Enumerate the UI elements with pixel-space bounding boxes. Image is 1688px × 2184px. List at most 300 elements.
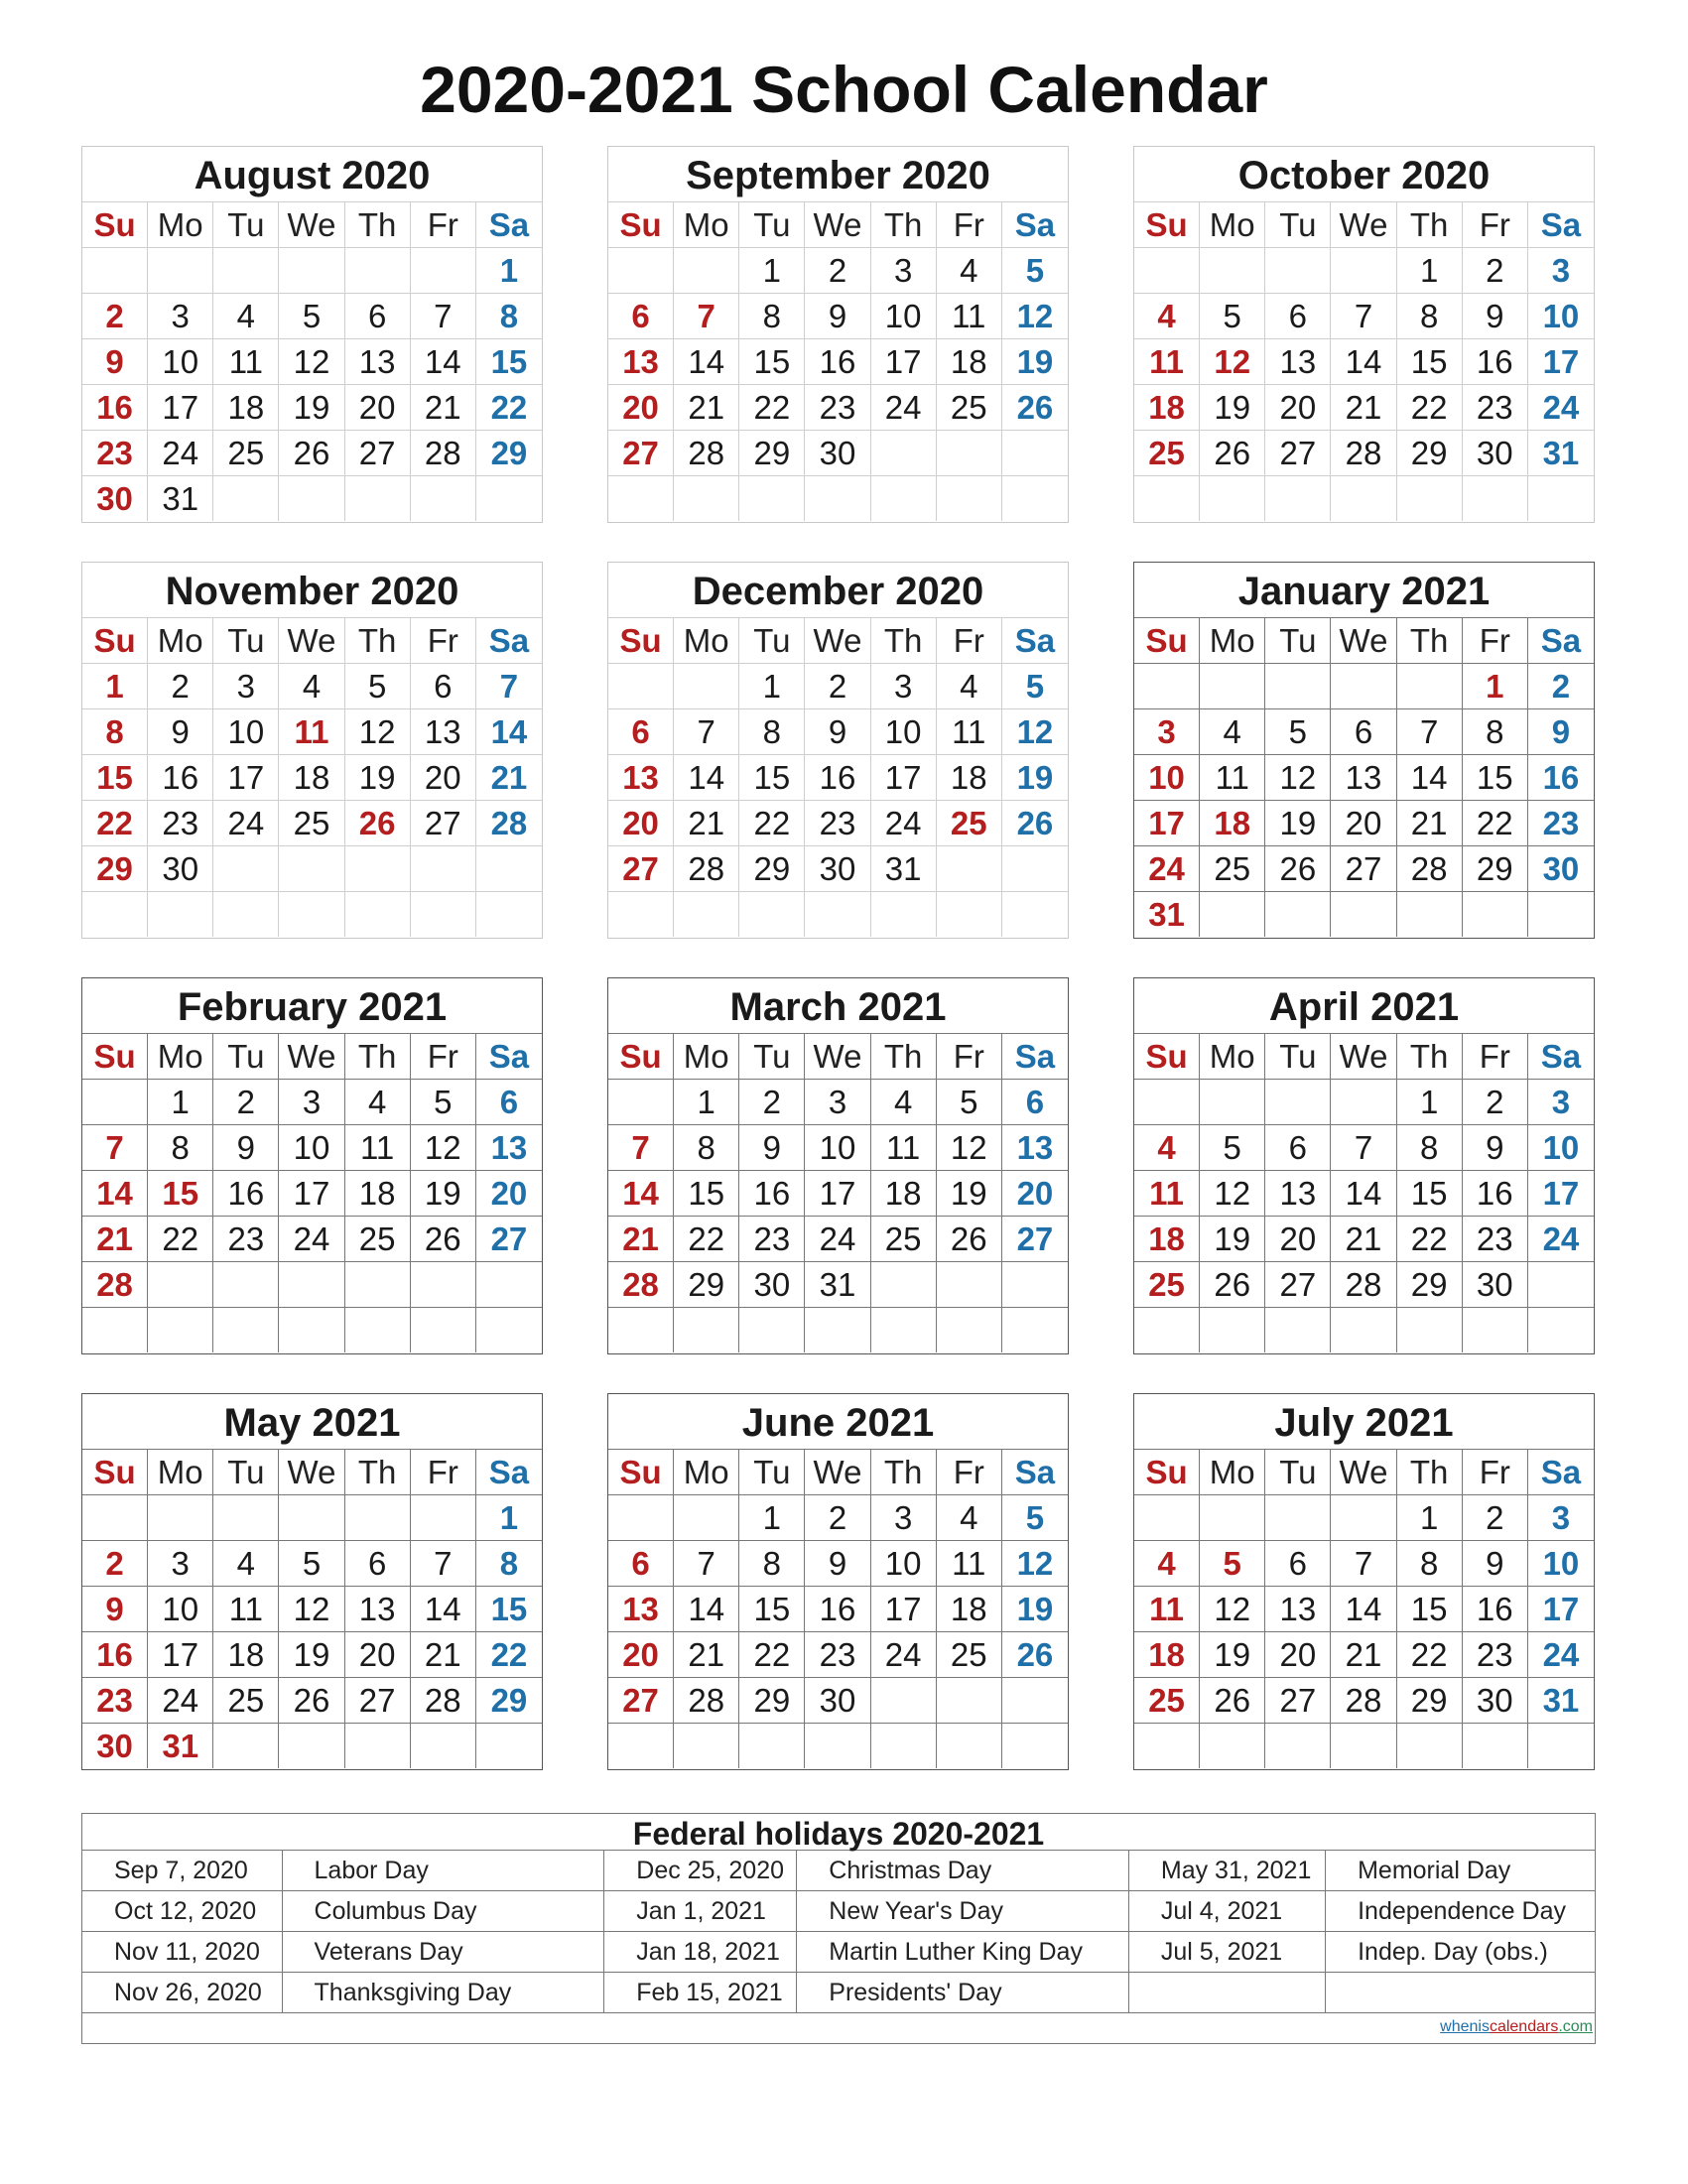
- day-cell: 2: [82, 1540, 148, 1586]
- weekday-header: Sa: [1528, 201, 1594, 247]
- holiday-name: Veterans Day: [282, 1932, 604, 1973]
- day-cell: 5: [1002, 247, 1068, 293]
- weekday-header: Su: [608, 201, 674, 247]
- day-cell: 26: [937, 1216, 1002, 1261]
- day-cell: 27: [345, 430, 411, 475]
- empty-day-cell: [1463, 891, 1528, 937]
- empty-day-cell: [871, 1261, 937, 1307]
- day-cell: 2: [739, 1079, 805, 1124]
- empty-day-cell: [1265, 1494, 1331, 1540]
- weekday-header: Sa: [1528, 1033, 1594, 1079]
- empty-day-cell: [608, 1307, 674, 1352]
- empty-day-cell: [345, 247, 411, 293]
- weekday-header: Tu: [1265, 1449, 1331, 1494]
- day-cell: 29: [739, 430, 805, 475]
- empty-day-cell: [345, 1307, 411, 1352]
- day-cell: 6: [345, 293, 411, 338]
- day-cell: 16: [1463, 338, 1528, 384]
- weekday-header: Tu: [1265, 1033, 1331, 1079]
- day-cell: 11: [1200, 754, 1265, 800]
- weekday-header: Sa: [1528, 617, 1594, 663]
- day-cell: 9: [1463, 1124, 1528, 1170]
- month-grid: [1134, 1033, 1594, 1352]
- day-cell: 29: [1397, 1261, 1463, 1307]
- day-cell: 10: [871, 708, 937, 754]
- empty-day-cell: [1002, 1307, 1068, 1352]
- empty-day-cell: [1134, 1307, 1200, 1352]
- day-cell: 5: [937, 1079, 1002, 1124]
- day-cell: 13: [608, 1586, 674, 1631]
- day-cell: 15: [674, 1170, 739, 1216]
- empty-day-cell: [608, 1079, 674, 1124]
- day-cell: 29: [1397, 1677, 1463, 1723]
- day-cell: 26: [1200, 1261, 1265, 1307]
- day-cell: 8: [1397, 1540, 1463, 1586]
- day-cell: 18: [937, 1586, 1002, 1631]
- day-cell: 19: [279, 384, 344, 430]
- day-cell: 8: [82, 708, 148, 754]
- day-cell: 2: [1463, 247, 1528, 293]
- day-cell: 23: [1463, 1216, 1528, 1261]
- holidays-footer: [82, 2013, 1595, 2039]
- day-cell: 30: [1528, 845, 1594, 891]
- weekday-header: Tu: [739, 201, 805, 247]
- day-cell: 3: [805, 1079, 870, 1124]
- empty-day-cell: [213, 1723, 279, 1768]
- weekday-header: Sa: [1002, 617, 1068, 663]
- empty-day-cell: [1331, 663, 1396, 708]
- day-cell: 6: [1265, 293, 1331, 338]
- day-cell: 26: [1200, 430, 1265, 475]
- day-cell: 16: [805, 754, 870, 800]
- day-cell: 13: [608, 754, 674, 800]
- day-cell: 9: [739, 1124, 805, 1170]
- day-cell: 24: [871, 1631, 937, 1677]
- month-calendar: [607, 977, 1069, 1354]
- day-cell: 6: [1265, 1124, 1331, 1170]
- empty-day-cell: [1528, 891, 1594, 937]
- day-cell: 5: [1200, 293, 1265, 338]
- month-title: January 2021: [1237, 570, 1491, 613]
- empty-day-cell: [1200, 1494, 1265, 1540]
- day-cell: 21: [674, 1631, 739, 1677]
- day-cell: 16: [805, 338, 870, 384]
- day-cell: 18: [213, 1631, 279, 1677]
- day-cell: 25: [213, 1677, 279, 1723]
- day-cell: 13: [345, 338, 411, 384]
- weekday-header: Sa: [1002, 1033, 1068, 1079]
- day-cell: 30: [1463, 1677, 1528, 1723]
- day-cell: 28: [674, 845, 739, 891]
- day-cell: 8: [739, 708, 805, 754]
- day-cell: 23: [739, 1216, 805, 1261]
- empty-day-cell: [1265, 663, 1331, 708]
- day-cell: 26: [279, 430, 344, 475]
- day-cell: 21: [674, 384, 739, 430]
- month-title: April 2021: [1268, 985, 1460, 1029]
- day-cell: 1: [476, 247, 542, 293]
- day-cell: 20: [1265, 384, 1331, 430]
- weekday-header: Fr: [937, 1033, 1002, 1079]
- empty-day-cell: [1002, 430, 1068, 475]
- day-cell: 9: [82, 338, 148, 384]
- month-grid: [608, 617, 1068, 937]
- day-cell: 22: [1397, 384, 1463, 430]
- day-cell: 4: [213, 293, 279, 338]
- day-cell: 30: [82, 475, 148, 521]
- empty-day-cell: [1265, 1079, 1331, 1124]
- day-cell: 15: [1463, 754, 1528, 800]
- empty-day-cell: [674, 247, 739, 293]
- day-cell: 25: [937, 1631, 1002, 1677]
- empty-day-cell: [871, 475, 937, 521]
- day-cell: 26: [1265, 845, 1331, 891]
- day-cell: 21: [608, 1216, 674, 1261]
- day-cell: 19: [345, 754, 411, 800]
- day-cell: 20: [608, 800, 674, 845]
- day-cell: 20: [1002, 1170, 1068, 1216]
- empty-day-cell: [148, 1307, 213, 1352]
- empty-day-cell: [871, 1307, 937, 1352]
- month-calendar: [81, 146, 543, 523]
- day-cell: 15: [476, 338, 542, 384]
- day-cell: 9: [805, 293, 870, 338]
- day-cell: 9: [82, 1586, 148, 1631]
- weekday-header: Su: [1134, 617, 1200, 663]
- holiday-date: May 31, 2021: [1128, 1851, 1325, 1891]
- month-title: May 2021: [223, 1401, 401, 1445]
- weekday-header: Mo: [674, 201, 739, 247]
- weekday-header: We: [1331, 1033, 1396, 1079]
- day-cell: 1: [1397, 1079, 1463, 1124]
- day-cell: 23: [1463, 1631, 1528, 1677]
- holiday-date: Jan 18, 2021: [604, 1932, 797, 1973]
- weekday-header: Su: [82, 1033, 148, 1079]
- day-cell: 22: [739, 384, 805, 430]
- day-cell: 18: [213, 384, 279, 430]
- empty-day-cell: [213, 891, 279, 937]
- day-cell: 7: [674, 293, 739, 338]
- day-cell: 14: [674, 754, 739, 800]
- day-cell: 28: [476, 800, 542, 845]
- empty-day-cell: [476, 891, 542, 937]
- day-cell: 14: [476, 708, 542, 754]
- day-cell: 25: [937, 384, 1002, 430]
- weekday-header: Su: [82, 617, 148, 663]
- empty-day-cell: [1463, 1723, 1528, 1768]
- day-cell: 19: [1002, 754, 1068, 800]
- day-cell: 20: [608, 1631, 674, 1677]
- weekday-header: Mo: [148, 201, 213, 247]
- empty-day-cell: [148, 1494, 213, 1540]
- empty-day-cell: [674, 663, 739, 708]
- day-cell: 6: [1265, 1540, 1331, 1586]
- day-cell: 2: [805, 247, 870, 293]
- day-cell: 28: [674, 430, 739, 475]
- day-cell: 21: [476, 754, 542, 800]
- empty-day-cell: [411, 1261, 476, 1307]
- holiday-date: [1128, 1973, 1325, 2013]
- day-cell: 10: [148, 338, 213, 384]
- empty-day-cell: [82, 891, 148, 937]
- day-cell: 18: [937, 754, 1002, 800]
- day-cell: 22: [1397, 1216, 1463, 1261]
- day-cell: 16: [82, 384, 148, 430]
- federal-holidays-table: [81, 1813, 1596, 2044]
- day-cell: 1: [148, 1079, 213, 1124]
- empty-day-cell: [805, 475, 870, 521]
- day-cell: 8: [476, 1540, 542, 1586]
- day-cell: 28: [1331, 1677, 1396, 1723]
- weekday-header: We: [279, 201, 344, 247]
- empty-day-cell: [82, 1307, 148, 1352]
- weekday-header: Fr: [411, 617, 476, 663]
- day-cell: 3: [871, 247, 937, 293]
- weekday-header: Sa: [476, 1033, 542, 1079]
- day-cell: 10: [871, 1540, 937, 1586]
- day-cell: 11: [279, 708, 344, 754]
- day-cell: 23: [1528, 800, 1594, 845]
- day-cell: 26: [1002, 384, 1068, 430]
- weekday-header: We: [805, 1033, 870, 1079]
- day-cell: 7: [674, 1540, 739, 1586]
- weekday-header: We: [1331, 1449, 1396, 1494]
- empty-day-cell: [1134, 475, 1200, 521]
- empty-day-cell: [411, 891, 476, 937]
- day-cell: 30: [82, 1723, 148, 1768]
- empty-day-cell: [148, 891, 213, 937]
- day-cell: 9: [148, 708, 213, 754]
- day-cell: 7: [1397, 708, 1463, 754]
- day-cell: 29: [674, 1261, 739, 1307]
- month-title: March 2021: [729, 985, 947, 1029]
- day-cell: 12: [1200, 1170, 1265, 1216]
- day-cell: 16: [1463, 1170, 1528, 1216]
- day-cell: 18: [1200, 800, 1265, 845]
- day-cell: 21: [1397, 800, 1463, 845]
- day-cell: 28: [411, 1677, 476, 1723]
- weekday-header: Mo: [674, 1449, 739, 1494]
- day-cell: 4: [1134, 293, 1200, 338]
- empty-day-cell: [608, 1494, 674, 1540]
- empty-day-cell: [1463, 1307, 1528, 1352]
- empty-day-cell: [871, 1677, 937, 1723]
- empty-day-cell: [213, 1307, 279, 1352]
- empty-day-cell: [1200, 1079, 1265, 1124]
- day-cell: 15: [1397, 338, 1463, 384]
- day-cell: 25: [871, 1216, 937, 1261]
- day-cell: 17: [805, 1170, 870, 1216]
- day-cell: 30: [805, 845, 870, 891]
- day-cell: 10: [213, 708, 279, 754]
- day-cell: 22: [1463, 800, 1528, 845]
- weekday-header: Th: [345, 617, 411, 663]
- day-cell: 14: [82, 1170, 148, 1216]
- day-cell: 18: [937, 338, 1002, 384]
- day-cell: 27: [608, 430, 674, 475]
- day-cell: 31: [148, 475, 213, 521]
- day-cell: 21: [411, 1631, 476, 1677]
- day-cell: 28: [674, 1677, 739, 1723]
- day-cell: 6: [608, 1540, 674, 1586]
- empty-day-cell: [674, 891, 739, 937]
- weekday-header: Th: [1397, 201, 1463, 247]
- day-cell: 29: [1463, 845, 1528, 891]
- day-cell: 9: [1463, 1540, 1528, 1586]
- day-cell: 3: [1134, 708, 1200, 754]
- day-cell: 17: [279, 1170, 344, 1216]
- day-cell: 22: [674, 1216, 739, 1261]
- empty-day-cell: [1397, 891, 1463, 937]
- day-cell: 2: [213, 1079, 279, 1124]
- day-cell: 20: [1331, 800, 1396, 845]
- day-cell: 23: [805, 384, 870, 430]
- weekday-header: Fr: [937, 1449, 1002, 1494]
- empty-day-cell: [1002, 1261, 1068, 1307]
- empty-day-cell: [608, 663, 674, 708]
- weekday-header: Th: [345, 201, 411, 247]
- empty-day-cell: [1002, 1677, 1068, 1723]
- weekday-header: Tu: [739, 1449, 805, 1494]
- empty-day-cell: [608, 475, 674, 521]
- day-cell: 13: [608, 338, 674, 384]
- empty-day-cell: [213, 475, 279, 521]
- empty-day-cell: [345, 1494, 411, 1540]
- day-cell: 19: [1200, 1216, 1265, 1261]
- empty-day-cell: [1397, 1307, 1463, 1352]
- day-cell: 5: [411, 1079, 476, 1124]
- day-cell: 10: [805, 1124, 870, 1170]
- month-calendar: [1133, 562, 1595, 939]
- weekday-header: Fr: [411, 1033, 476, 1079]
- empty-day-cell: [411, 845, 476, 891]
- empty-day-cell: [1134, 1723, 1200, 1768]
- day-cell: 11: [1134, 1586, 1200, 1631]
- day-cell: 25: [1134, 430, 1200, 475]
- day-cell: 20: [345, 384, 411, 430]
- weekday-header: Th: [871, 617, 937, 663]
- day-cell: 5: [1265, 708, 1331, 754]
- day-cell: 5: [279, 1540, 344, 1586]
- empty-day-cell: [345, 845, 411, 891]
- day-cell: 11: [213, 1586, 279, 1631]
- day-cell: 4: [1134, 1540, 1200, 1586]
- empty-day-cell: [739, 1723, 805, 1768]
- day-cell: 1: [82, 663, 148, 708]
- day-cell: 20: [345, 1631, 411, 1677]
- day-cell: 7: [1331, 1540, 1396, 1586]
- empty-day-cell: [608, 1723, 674, 1768]
- day-cell: 1: [1397, 1494, 1463, 1540]
- day-cell: 26: [1002, 800, 1068, 845]
- empty-day-cell: [411, 1307, 476, 1352]
- weekday-header: Tu: [739, 1033, 805, 1079]
- weekday-header: Su: [1134, 1449, 1200, 1494]
- month-grid: [82, 201, 542, 521]
- month-grid: [1134, 1449, 1594, 1768]
- empty-day-cell: [1265, 1307, 1331, 1352]
- day-cell: 28: [411, 430, 476, 475]
- day-cell: 11: [213, 338, 279, 384]
- day-cell: 26: [1002, 1631, 1068, 1677]
- day-cell: 11: [937, 293, 1002, 338]
- day-cell: 19: [411, 1170, 476, 1216]
- holiday-date: Nov 26, 2020: [82, 1973, 282, 2013]
- day-cell: 15: [739, 754, 805, 800]
- day-cell: 17: [148, 1631, 213, 1677]
- day-cell: 23: [82, 430, 148, 475]
- day-cell: 4: [1134, 1124, 1200, 1170]
- day-cell: 17: [1528, 1170, 1594, 1216]
- day-cell: 27: [608, 845, 674, 891]
- holiday-name: Memorial Day: [1326, 1851, 1595, 1891]
- day-cell: 27: [1331, 845, 1396, 891]
- day-cell: 3: [148, 1540, 213, 1586]
- holiday-name: Columbus Day: [282, 1891, 604, 1932]
- holiday-name: Indep. Day (obs.): [1326, 1932, 1595, 1973]
- weekday-header: Mo: [1200, 1033, 1265, 1079]
- day-cell: 13: [345, 1586, 411, 1631]
- day-cell: 7: [411, 293, 476, 338]
- day-cell: 24: [871, 384, 937, 430]
- day-cell: 6: [608, 293, 674, 338]
- empty-day-cell: [739, 475, 805, 521]
- weekday-header: Su: [1134, 1033, 1200, 1079]
- day-cell: 18: [871, 1170, 937, 1216]
- weekday-header: Fr: [1463, 1449, 1528, 1494]
- day-cell: 10: [279, 1124, 344, 1170]
- empty-day-cell: [279, 247, 344, 293]
- empty-day-cell: [476, 1307, 542, 1352]
- weekday-header: Tu: [1265, 617, 1331, 663]
- empty-day-cell: [345, 1723, 411, 1768]
- day-cell: 6: [411, 663, 476, 708]
- empty-day-cell: [1002, 475, 1068, 521]
- day-cell: 29: [82, 845, 148, 891]
- day-cell: 17: [1528, 1586, 1594, 1631]
- month-calendar: [607, 562, 1069, 939]
- day-cell: 8: [739, 293, 805, 338]
- day-cell: 31: [871, 845, 937, 891]
- month-title: August 2020: [194, 154, 431, 197]
- day-cell: 24: [1528, 384, 1594, 430]
- day-cell: 4: [871, 1079, 937, 1124]
- page-title: 2020-2021 School Calendar: [420, 53, 1268, 126]
- day-cell: 12: [345, 708, 411, 754]
- empty-day-cell: [411, 1494, 476, 1540]
- day-cell: 5: [1200, 1124, 1265, 1170]
- day-cell: 2: [148, 663, 213, 708]
- weekday-header: Tu: [739, 617, 805, 663]
- day-cell: 1: [739, 663, 805, 708]
- weekday-header: Su: [608, 1449, 674, 1494]
- month-calendar: [81, 1393, 543, 1770]
- day-cell: 3: [1528, 1079, 1594, 1124]
- day-cell: 11: [345, 1124, 411, 1170]
- day-cell: 24: [148, 1677, 213, 1723]
- day-cell: 27: [1002, 1216, 1068, 1261]
- day-cell: 23: [805, 800, 870, 845]
- weekday-header: Fr: [1463, 617, 1528, 663]
- day-cell: 4: [937, 247, 1002, 293]
- weekday-header: Sa: [1002, 1449, 1068, 1494]
- empty-day-cell: [1528, 1307, 1594, 1352]
- day-cell: 15: [1397, 1586, 1463, 1631]
- day-cell: 2: [1463, 1494, 1528, 1540]
- site-credit-link[interactable]: wheniscalendars.com: [1440, 2018, 1593, 2035]
- empty-day-cell: [674, 475, 739, 521]
- weekday-header: Th: [871, 1449, 937, 1494]
